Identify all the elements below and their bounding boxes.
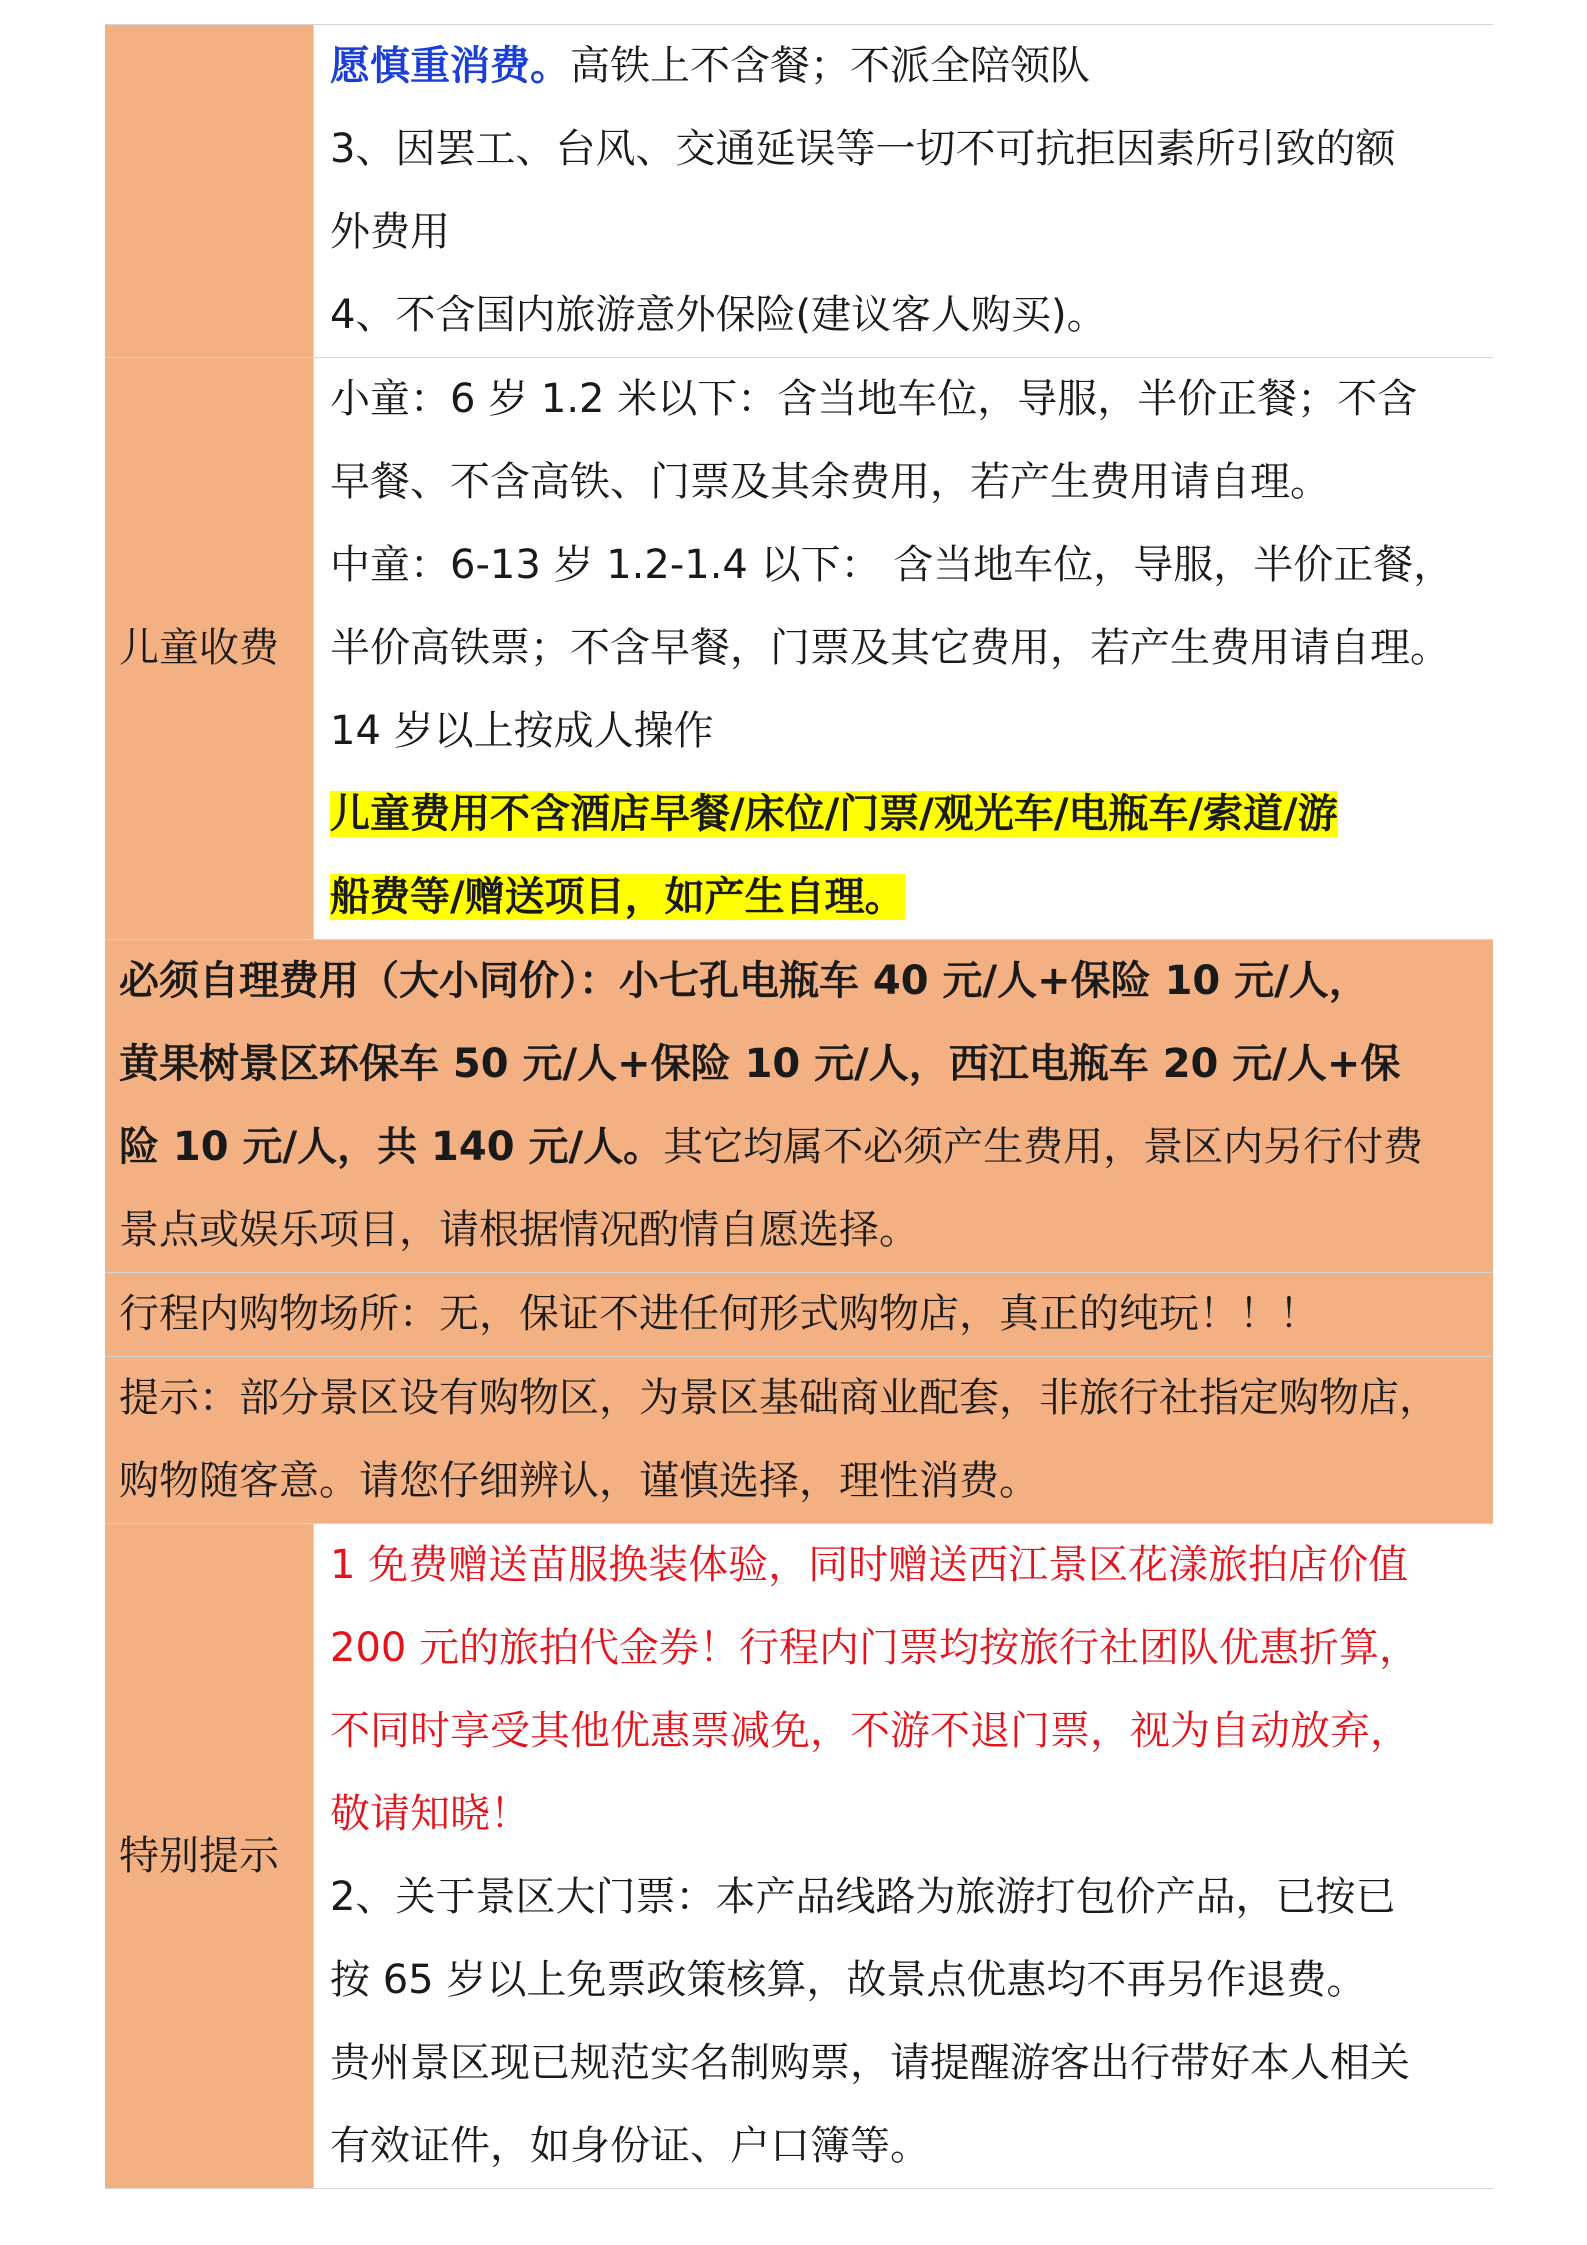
child-fees-label-cell [105, 358, 314, 940]
tips-line-2: 购物随客意。请您仔细辨认，谨慎选择，理性消费。 [119, 1458, 1039, 1504]
mandatory-fees-total: 险 10 元/人，共 140 元/人。 [119, 1124, 664, 1170]
child-fees-highlight-line-2 [330, 856, 1483, 939]
special-notes-label: 特别提示 [119, 1832, 279, 1879]
child-fees-line-1: 小童：6 岁 1.2 米以下：含当地车位，导服，半价正餐；不含 [330, 376, 1418, 422]
mandatory-fees-line-3 [119, 1106, 1483, 1189]
child-fees-highlight-text-1: 儿童费用不含酒店早餐/床位/门票/观光车/电瓶车/索道/游 [330, 791, 1338, 837]
fees-excluded-line-1-rest: 高铁上不含餐；不派全陪领队 [570, 43, 1090, 89]
special-notes-content [314, 1524, 1494, 2189]
special-notes-label-cell [105, 1524, 314, 2189]
special-notes-line-8: 有效证件，如身份证、户口簿等。 [330, 2123, 930, 2169]
mandatory-fees-line-2: 黄果树景区环保车 50 元/人+保险 10 元/人，西江电瓶车 20 元/人+保 [119, 1041, 1401, 1087]
special-notes-red-line-3: 不同时享受其他优惠票减免，不游不退门票，视为自动放弃， [330, 1708, 1410, 1754]
child-fees-line-5: 14 岁以上按成人操作 [330, 708, 714, 754]
special-notes-row [105, 1524, 1493, 2189]
child-fees-label: 儿童收费 [119, 625, 279, 671]
mandatory-fees-row [105, 940, 1493, 1273]
child-fees-line-2: 早餐、不含高铁、门票及其余费用，若产生费用请自理。 [330, 459, 1330, 505]
itinerary-fee-table [105, 24, 1493, 2189]
special-notes-line-5: 2、关于景区大门票：本产品线路为旅游打包价产品，已按已 [330, 1874, 1396, 1920]
fees-excluded-line-1 [330, 25, 1483, 108]
mandatory-fees-content [105, 940, 1493, 1273]
shopping-row [105, 1273, 1493, 1357]
special-notes-line-6: 按 65 岁以上免票政策核算，故景点优惠均不再另作退费。 [330, 1957, 1367, 2003]
fees-excluded-line-4: 4、不含国内旅游意外保险(建议客人购买)。 [330, 292, 1107, 338]
child-fees-line-3: 中童：6-13 岁 1.2-1.4 以下： 含当地车位，导服，半价正餐， [330, 542, 1454, 588]
special-notes-line-7: 贵州景区现已规范实名制购票，请提醒游客出行带好本人相关 [330, 2040, 1410, 2086]
child-fees-row [105, 358, 1493, 940]
fees-excluded-content [314, 25, 1494, 358]
fees-excluded-line-3: 外费用 [330, 209, 450, 255]
mandatory-fees-line-1: 必须自理费用（大小同价）：小七孔电瓶车 40 元/人+保险 10 元/人， [119, 958, 1369, 1004]
mandatory-fees-line-4: 景点或娱乐项目，请根据情况酌情自愿选择。 [119, 1207, 919, 1253]
fees-excluded-label-cell [105, 25, 314, 358]
mandatory-fees-line-3-rest: 其它均属不必须产生费用，景区内另行付费 [663, 1124, 1424, 1170]
consume-carefully-emphasis: 愿慎重消费。 [330, 43, 570, 89]
shopping-statement: 行程内购物场所：无，保证不进任何形式购物店，真正的纯玩！！！ [119, 1291, 1319, 1337]
fees-excluded-row [105, 25, 1493, 358]
child-fees-highlight-line-1 [330, 773, 1483, 856]
child-fees-highlight-text-2: 船费等/赠送项目，如产生自理。 [330, 874, 905, 920]
tips-content [105, 1357, 1493, 1524]
special-notes-red-line-4: 敬请知晓！ [330, 1791, 530, 1837]
special-notes-red-line-2: 200 元的旅拍代金券！行程内门票均按旅行社团队优惠折算， [330, 1625, 1420, 1671]
shopping-content [105, 1273, 1493, 1357]
tips-line-1: 提示：部分景区设有购物区，为景区基础商业配套，非旅行社指定购物店， [119, 1375, 1439, 1421]
tips-row [105, 1357, 1493, 1524]
special-notes-red-line-1: 1 免费赠送苗服换装体验，同时赠送西江景区花漾旅拍店价值 [330, 1542, 1409, 1588]
child-fees-line-4: 半价高铁票；不含早餐，门票及其它费用，若产生费用请自理。 [330, 625, 1450, 671]
child-fees-content [314, 358, 1494, 940]
fees-excluded-line-2: 3、因罢工、台风、交通延误等一切不可抗拒因素所引致的额 [330, 126, 1396, 172]
